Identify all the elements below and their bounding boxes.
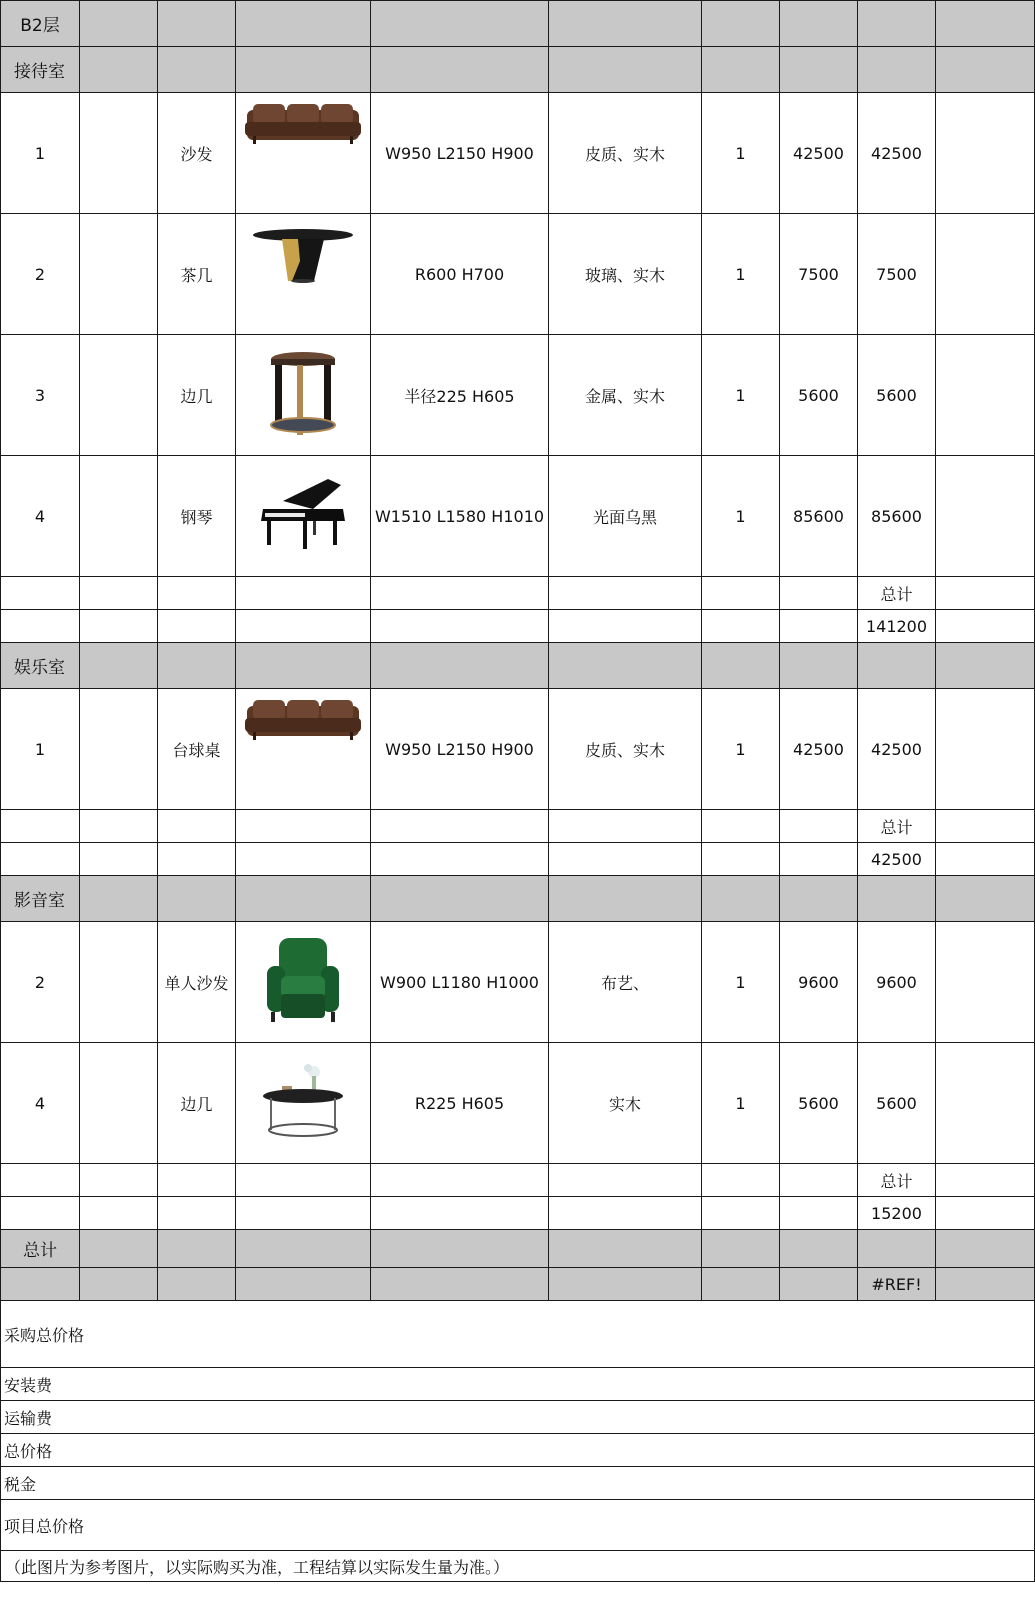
subtotal-label-row bbox=[1, 1164, 1035, 1197]
subtotal-value-row bbox=[1, 843, 1035, 876]
item-name[interactable]: 台球桌 bbox=[158, 689, 236, 810]
table-row bbox=[1, 335, 1035, 456]
item-material[interactable]: 皮质、实木 bbox=[549, 689, 702, 810]
tax-label[interactable]: 税金 bbox=[1, 1467, 1035, 1500]
footer-row bbox=[1, 1368, 1035, 1401]
item-no[interactable]: 1 bbox=[1, 93, 80, 214]
item-price[interactable]: 42500 bbox=[780, 93, 858, 214]
coffee-table-image bbox=[248, 221, 358, 327]
subtotal-label-row bbox=[1, 810, 1035, 843]
item-total[interactable]: 9600 bbox=[858, 922, 936, 1043]
item-material[interactable]: 布艺、 bbox=[549, 922, 702, 1043]
item-total[interactable]: 42500 bbox=[858, 93, 936, 214]
item-price[interactable]: 9600 bbox=[780, 922, 858, 1043]
item-size[interactable]: R225 H605 bbox=[371, 1043, 549, 1164]
item-size[interactable]: W1510 L1580 H1010 bbox=[371, 456, 549, 577]
item-total[interactable]: 7500 bbox=[858, 214, 936, 335]
item-size[interactable]: 半径225 H605 bbox=[371, 335, 549, 456]
item-name[interactable]: 沙发 bbox=[158, 93, 236, 214]
item-name[interactable]: 边几 bbox=[158, 1043, 236, 1164]
section-title[interactable]: 娱乐室 bbox=[1, 643, 80, 689]
item-total[interactable]: 85600 bbox=[858, 456, 936, 577]
section-header-row bbox=[1, 47, 1035, 93]
footer-note: （此图片为参考图片，以实际购买为准，工程结算以实际发生量为准。） bbox=[1, 1551, 1035, 1582]
item-name[interactable]: 茶几 bbox=[158, 214, 236, 335]
subtotal-label[interactable]: 总计 bbox=[858, 577, 936, 610]
item-no[interactable]: 2 bbox=[1, 922, 80, 1043]
item-size[interactable]: W950 L2150 H900 bbox=[371, 689, 549, 810]
table-row bbox=[1, 93, 1035, 214]
item-name[interactable]: 边几 bbox=[158, 335, 236, 456]
item-material[interactable]: 皮质、实木 bbox=[549, 93, 702, 214]
item-name[interactable]: 钢琴 bbox=[158, 456, 236, 577]
item-image-cell[interactable] bbox=[236, 93, 371, 214]
grand-total-label[interactable]: 总计 bbox=[1, 1230, 80, 1268]
item-material[interactable]: 玻璃、实木 bbox=[549, 214, 702, 335]
piano-image bbox=[253, 471, 353, 561]
footer-row bbox=[1, 1434, 1035, 1467]
section-header-row bbox=[1, 643, 1035, 689]
section-title[interactable]: 影音室 bbox=[1, 876, 80, 922]
item-image-cell[interactable] bbox=[236, 335, 371, 456]
item-price[interactable]: 5600 bbox=[780, 1043, 858, 1164]
footer-row bbox=[1, 1467, 1035, 1500]
item-image-cell[interactable] bbox=[236, 214, 371, 335]
item-qty[interactable]: 1 bbox=[702, 689, 780, 810]
item-qty[interactable]: 1 bbox=[702, 456, 780, 577]
item-qty[interactable]: 1 bbox=[702, 922, 780, 1043]
floor-label[interactable]: B2层 bbox=[1, 1, 80, 47]
table-row bbox=[1, 214, 1035, 335]
item-no[interactable]: 1 bbox=[1, 689, 80, 810]
item-price[interactable]: 5600 bbox=[780, 335, 858, 456]
item-no[interactable]: 4 bbox=[1, 456, 80, 577]
footer-row bbox=[1, 1401, 1035, 1434]
project-total-label[interactable]: 项目总价格 bbox=[1, 1500, 1035, 1551]
item-price[interactable]: 7500 bbox=[780, 214, 858, 335]
section-title[interactable]: 接待室 bbox=[1, 47, 80, 93]
total-price-label[interactable]: 总价格 bbox=[1, 1434, 1035, 1467]
shipping-fee-label[interactable]: 运输费 bbox=[1, 1401, 1035, 1434]
subtotal-value[interactable]: 141200 bbox=[858, 610, 936, 643]
item-qty[interactable]: 1 bbox=[702, 93, 780, 214]
sofa-image bbox=[243, 100, 363, 206]
subtotal-value[interactable]: 15200 bbox=[858, 1197, 936, 1230]
item-size[interactable]: R600 H700 bbox=[371, 214, 549, 335]
item-image-cell[interactable] bbox=[236, 456, 371, 577]
subtotal-label-row bbox=[1, 577, 1035, 610]
sofa-image bbox=[243, 696, 363, 802]
table-row bbox=[1, 689, 1035, 810]
item-no[interactable]: 4 bbox=[1, 1043, 80, 1164]
item-total[interactable]: 5600 bbox=[858, 335, 936, 456]
item-name[interactable]: 单人沙发 bbox=[158, 922, 236, 1043]
item-no[interactable]: 2 bbox=[1, 214, 80, 335]
item-total[interactable]: 5600 bbox=[858, 1043, 936, 1164]
item-material[interactable]: 光面乌黑 bbox=[549, 456, 702, 577]
item-material[interactable]: 金属、实木 bbox=[549, 335, 702, 456]
subtotal-label[interactable]: 总计 bbox=[858, 810, 936, 843]
item-image-cell[interactable] bbox=[236, 1043, 371, 1164]
table-row bbox=[1, 1043, 1035, 1164]
armchair-image bbox=[261, 932, 345, 1032]
round-side-table-image bbox=[258, 1058, 348, 1148]
item-size[interactable]: W900 L1180 H1000 bbox=[371, 922, 549, 1043]
grand-total-value[interactable]: #REF! bbox=[858, 1268, 936, 1301]
subtotal-value[interactable]: 42500 bbox=[858, 843, 936, 876]
item-size[interactable]: W950 L2150 H900 bbox=[371, 93, 549, 214]
floor-header-row bbox=[1, 1, 1035, 47]
subtotal-value-row bbox=[1, 610, 1035, 643]
footer-row bbox=[1, 1301, 1035, 1368]
install-fee-label[interactable]: 安装费 bbox=[1, 1368, 1035, 1401]
subtotal-value-row bbox=[1, 1197, 1035, 1230]
footer-row bbox=[1, 1500, 1035, 1551]
grand-total-label-row bbox=[1, 1230, 1035, 1268]
item-material[interactable]: 实木 bbox=[549, 1043, 702, 1164]
item-qty[interactable]: 1 bbox=[702, 335, 780, 456]
side-table-image bbox=[263, 345, 343, 445]
item-image-cell[interactable] bbox=[236, 922, 371, 1043]
grand-total-value-row bbox=[1, 1268, 1035, 1301]
footer-note-row bbox=[1, 1551, 1035, 1582]
table-row bbox=[1, 456, 1035, 577]
item-no[interactable]: 3 bbox=[1, 335, 80, 456]
item-qty[interactable]: 1 bbox=[702, 1043, 780, 1164]
item-total[interactable]: 42500 bbox=[858, 689, 936, 810]
item-qty[interactable]: 1 bbox=[702, 214, 780, 335]
item-price[interactable]: 85600 bbox=[780, 456, 858, 577]
purchase-total-label[interactable]: 采购总价格 bbox=[1, 1301, 1035, 1368]
table-row bbox=[1, 922, 1035, 1043]
subtotal-label[interactable]: 总计 bbox=[858, 1164, 936, 1197]
section-header-row bbox=[1, 876, 1035, 922]
item-price[interactable]: 42500 bbox=[780, 689, 858, 810]
item-image-cell[interactable] bbox=[236, 689, 371, 810]
